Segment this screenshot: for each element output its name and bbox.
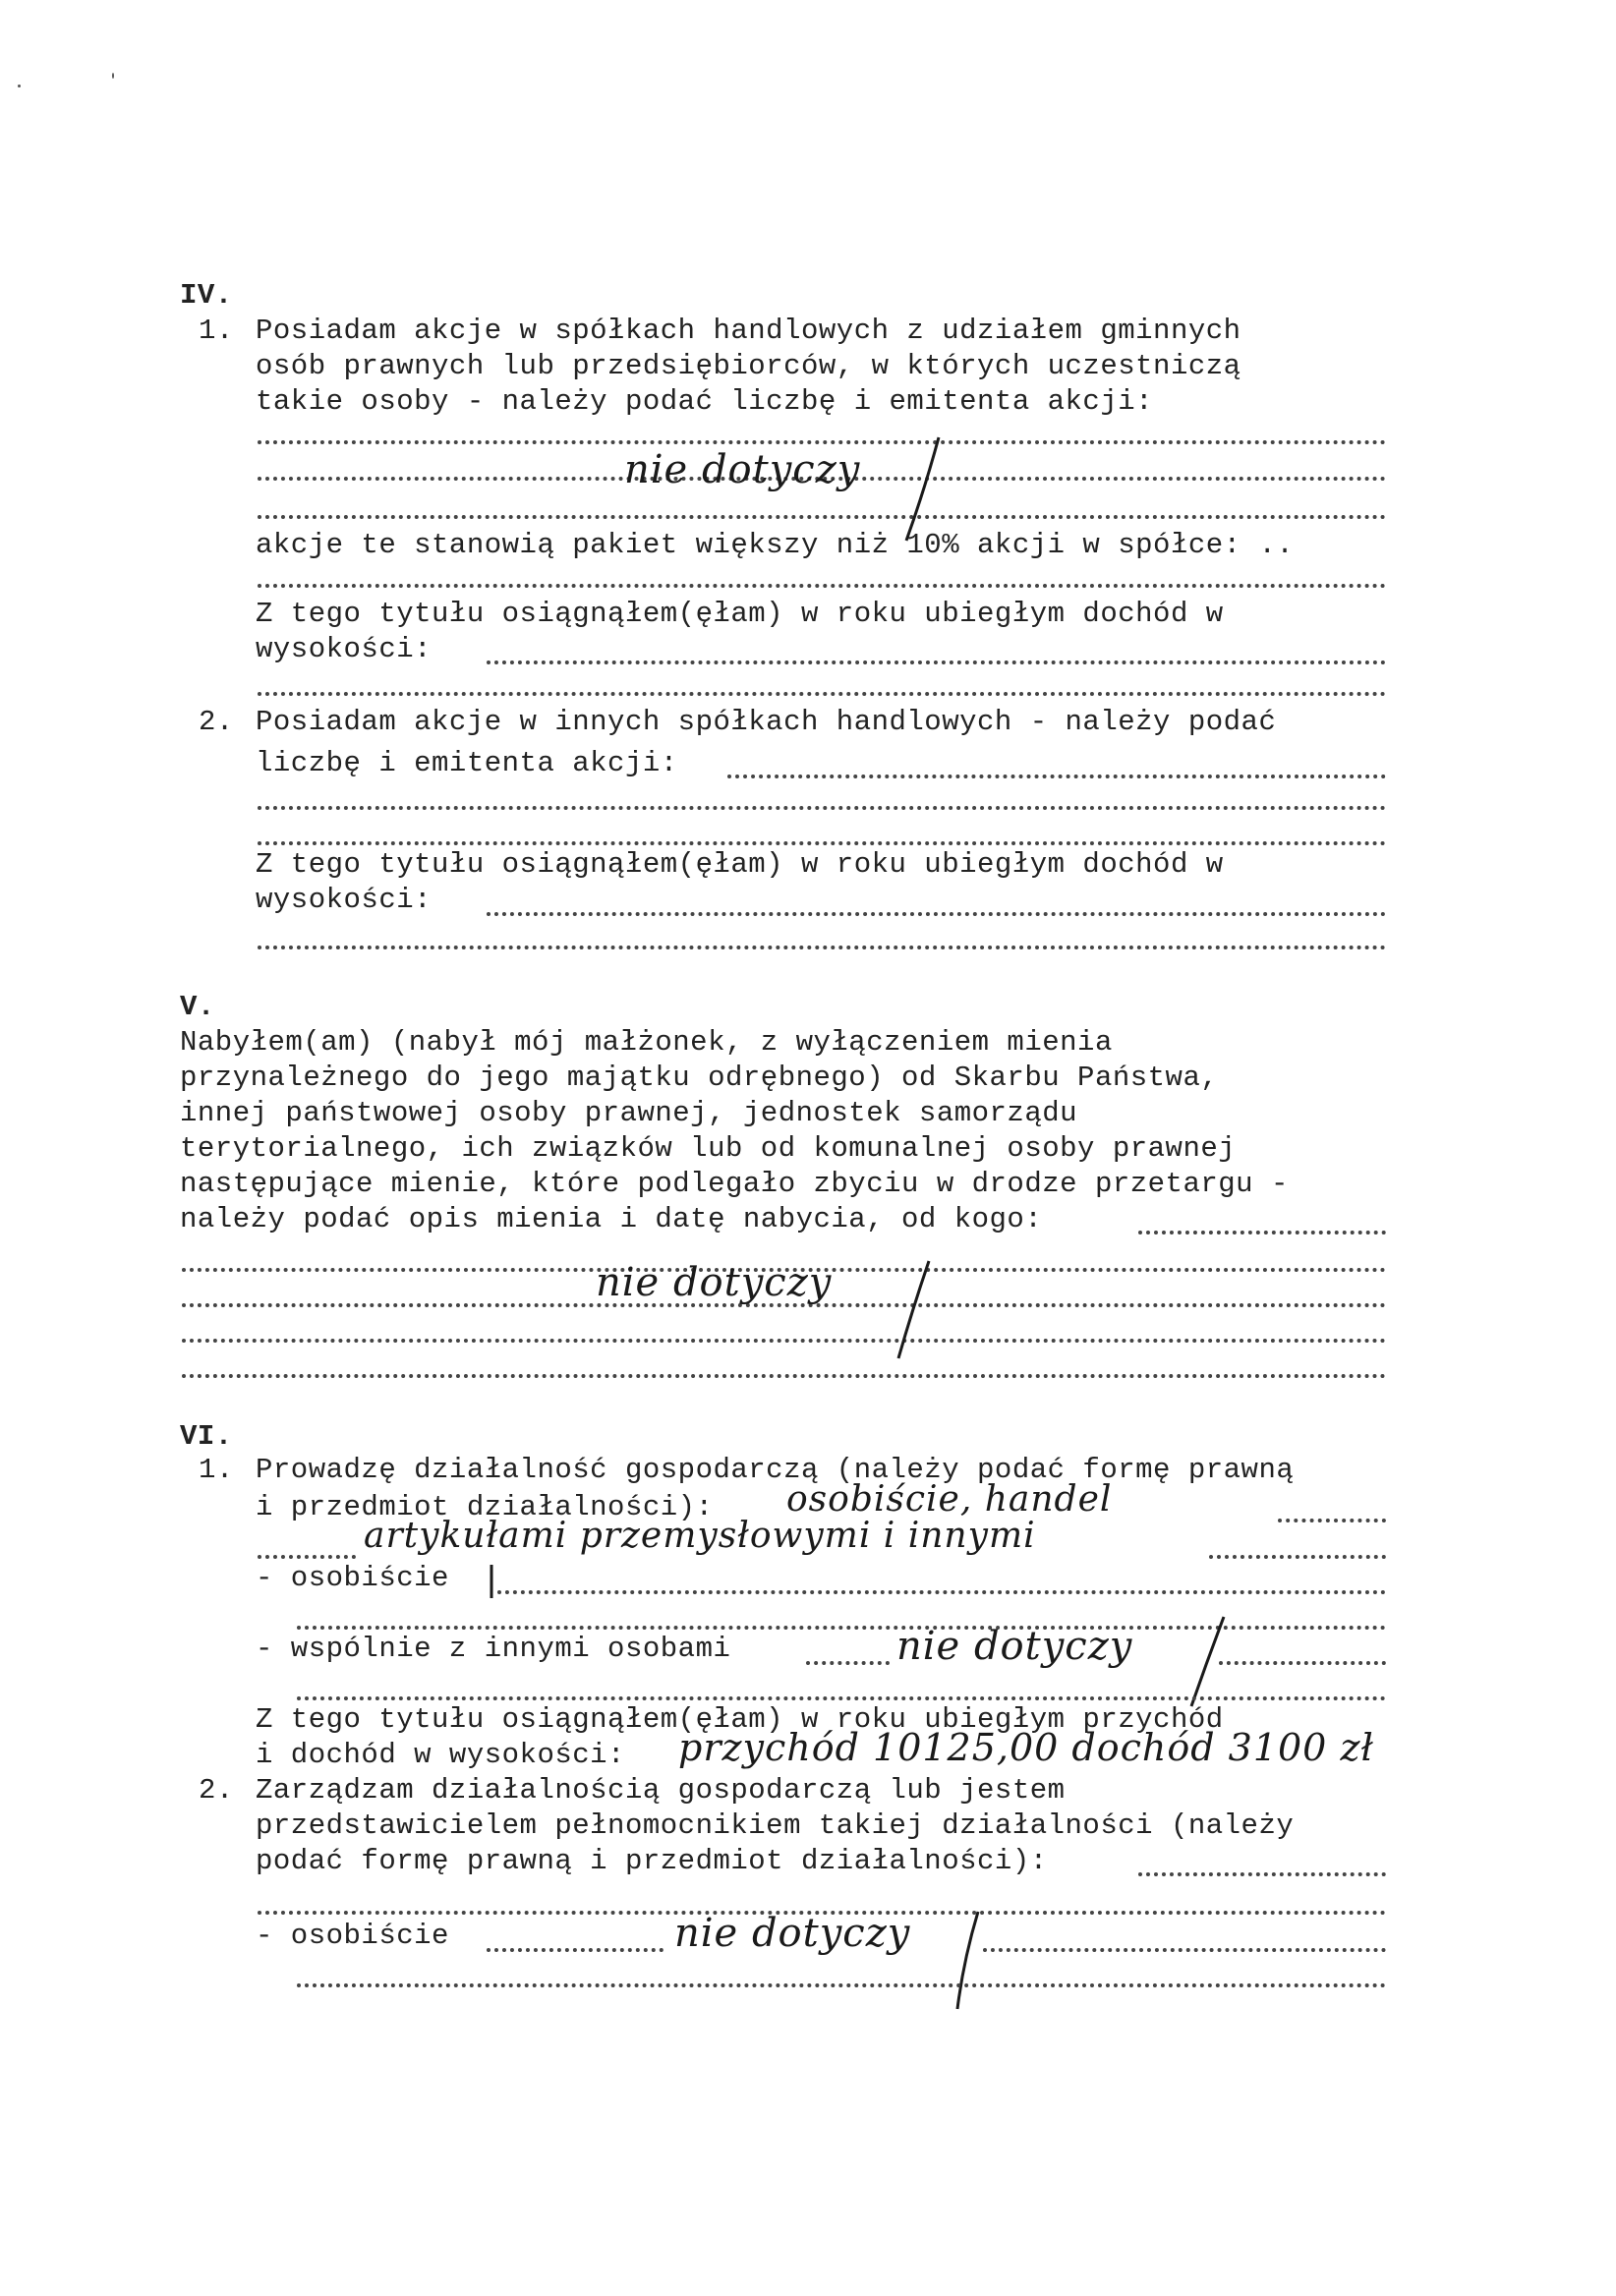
section-iv-item1-packet-line: akcje te stanowią pakiet większy niż 10% akcji w spółce: ..: [256, 529, 1295, 561]
dotted-line: [182, 1370, 1386, 1378]
section-vi-item1-number: 1.: [199, 1454, 234, 1486]
section-v-line1: Nabyłem(am) (nabył mój małżonek, z wyłączeniem mienia: [180, 1026, 1113, 1059]
section-vi-item1-personal-label: - osobiście: [256, 1562, 449, 1594]
section-vi-item2-number: 2.: [199, 1774, 234, 1807]
section-vi-item1-joint-label: - wspólnie z innymi osobami: [256, 1633, 731, 1665]
handwritten-answer-v: nie dotyczy: [596, 1260, 833, 1305]
handwritten-answer-vi-1-joint: nie dotyczy: [896, 1624, 1133, 1669]
section-v-heading: V.: [180, 991, 215, 1023]
section-v-line3: innej państwowej osoby prawnej, jednostek samorządu: [180, 1097, 1078, 1129]
section-vi-heading: VI.: [180, 1420, 233, 1453]
dotted-line: [497, 1586, 1386, 1594]
section-vi-item2-line1: Zarządzam działalnością gospodarczą lub jestem: [256, 1774, 1066, 1807]
section-iv-item1-income-line2: wysokości:: [256, 633, 433, 665]
section-v-line4: terytorialnego, ich związków lub od komunalnej osoby prawnej: [180, 1132, 1237, 1165]
section-iv-item1-line3: takie osoby - należy podać liczbę i emitenta akcji:: [256, 385, 1154, 418]
section-iv-item1-number: 1.: [199, 315, 234, 347]
dotted-line: [487, 908, 1386, 916]
section-iv-item1-line1: Posiadam akcje w spółkach handlowych z udziałem gminnych: [256, 315, 1241, 347]
handwritten-strike-mark: [875, 1256, 944, 1364]
section-iv-item2-income-line2: wysokości:: [256, 884, 433, 916]
section-iv-item2-line1: Posiadam akcje w innych spółkach handlowych - należy podać: [256, 706, 1277, 738]
section-vi-item1-income-line1: Z tego tytułu osiągnąłem(ęłam) w roku ubiegłym przychód: [256, 1703, 1224, 1736]
dotted-line: [258, 942, 1386, 949]
dotted-line: [258, 580, 1386, 588]
section-iv-item1-line2: osób prawnych lub przedsiębiorców, w których uczestniczą: [256, 350, 1241, 382]
dotted-line: [297, 1980, 1386, 1987]
dotted-line: [297, 1693, 1386, 1700]
dotted-line: [182, 1335, 1386, 1343]
section-vi-item1-line2: i przedmiot działalności):: [256, 1491, 714, 1523]
section-vi-item1-income-line2: i dochód w wysokości:: [256, 1739, 625, 1771]
section-vi-item2-line2: przedstawicielem pełnomocnikiem takiej działalności (należy: [256, 1809, 1295, 1842]
section-iv-heading: IV.: [180, 279, 233, 312]
dotted-line: [487, 1944, 664, 1952]
section-vi-item2-line3: podać formę prawną i przedmiot działalności):: [256, 1845, 1048, 1877]
handwritten-income-amount: przychód 10125,00 dochód 3100 zł: [678, 1726, 1374, 1769]
handwritten-answer-iv-1: nie dotyczy: [624, 447, 861, 492]
section-v-line6: należy podać opis mienia i datę nabycia, od kogo:: [180, 1203, 1043, 1235]
scan-speck: [18, 85, 21, 87]
dotted-line: [258, 837, 1386, 845]
dotted-line: [1138, 1227, 1386, 1234]
dotted-line: [487, 657, 1386, 664]
dotted-line: [1219, 1657, 1386, 1665]
section-vi-item1-line1: Prowadzę działalność gospodarczą (należy podać formę prawną: [256, 1454, 1295, 1486]
handwritten-business-form: osobiście, handel: [786, 1479, 1113, 1520]
section-iv-item2-income-line1: Z tego tytułu osiągnąłem(ęłam) w roku ubiegłym dochód w: [256, 848, 1224, 881]
scan-speck: [112, 73, 114, 79]
handwritten-strike-mark: [486, 1563, 497, 1602]
section-iv-item2-number: 2.: [199, 706, 234, 738]
handwritten-answer-vi-2: nie dotyczy: [674, 1911, 911, 1956]
dotted-line: [258, 802, 1386, 810]
dotted-line: [727, 771, 1386, 778]
dotted-line: [258, 511, 1386, 519]
section-iv-item1-income-line1: Z tego tytułu osiągnąłem(ęłam) w roku ubiegłym dochód w: [256, 598, 1224, 630]
dotted-line: [258, 436, 1386, 444]
dotted-line: [983, 1944, 1386, 1952]
section-v-line5: następujące mienie, które podlegało zbyciu w drodze przetargu -: [180, 1168, 1289, 1200]
handwritten-strike-mark: [934, 1907, 993, 2015]
dotted-line: [1278, 1515, 1386, 1522]
section-vi-item2-personal-label: - osobiście: [256, 1920, 449, 1952]
section-iv-item2-line2: liczbę i emitenta akcji:: [256, 747, 678, 779]
dotted-line: [258, 1551, 356, 1559]
dotted-line: [258, 688, 1386, 696]
dotted-line: [806, 1657, 890, 1665]
dotted-line: [1138, 1868, 1386, 1876]
section-v-line2: przynależnego do jego majątku odrębnego) od Skarbu Państwa,: [180, 1062, 1219, 1094]
dotted-line: [1209, 1551, 1386, 1559]
handwritten-business-subject: artykułami przemysłowymi i innymi: [364, 1516, 1036, 1556]
